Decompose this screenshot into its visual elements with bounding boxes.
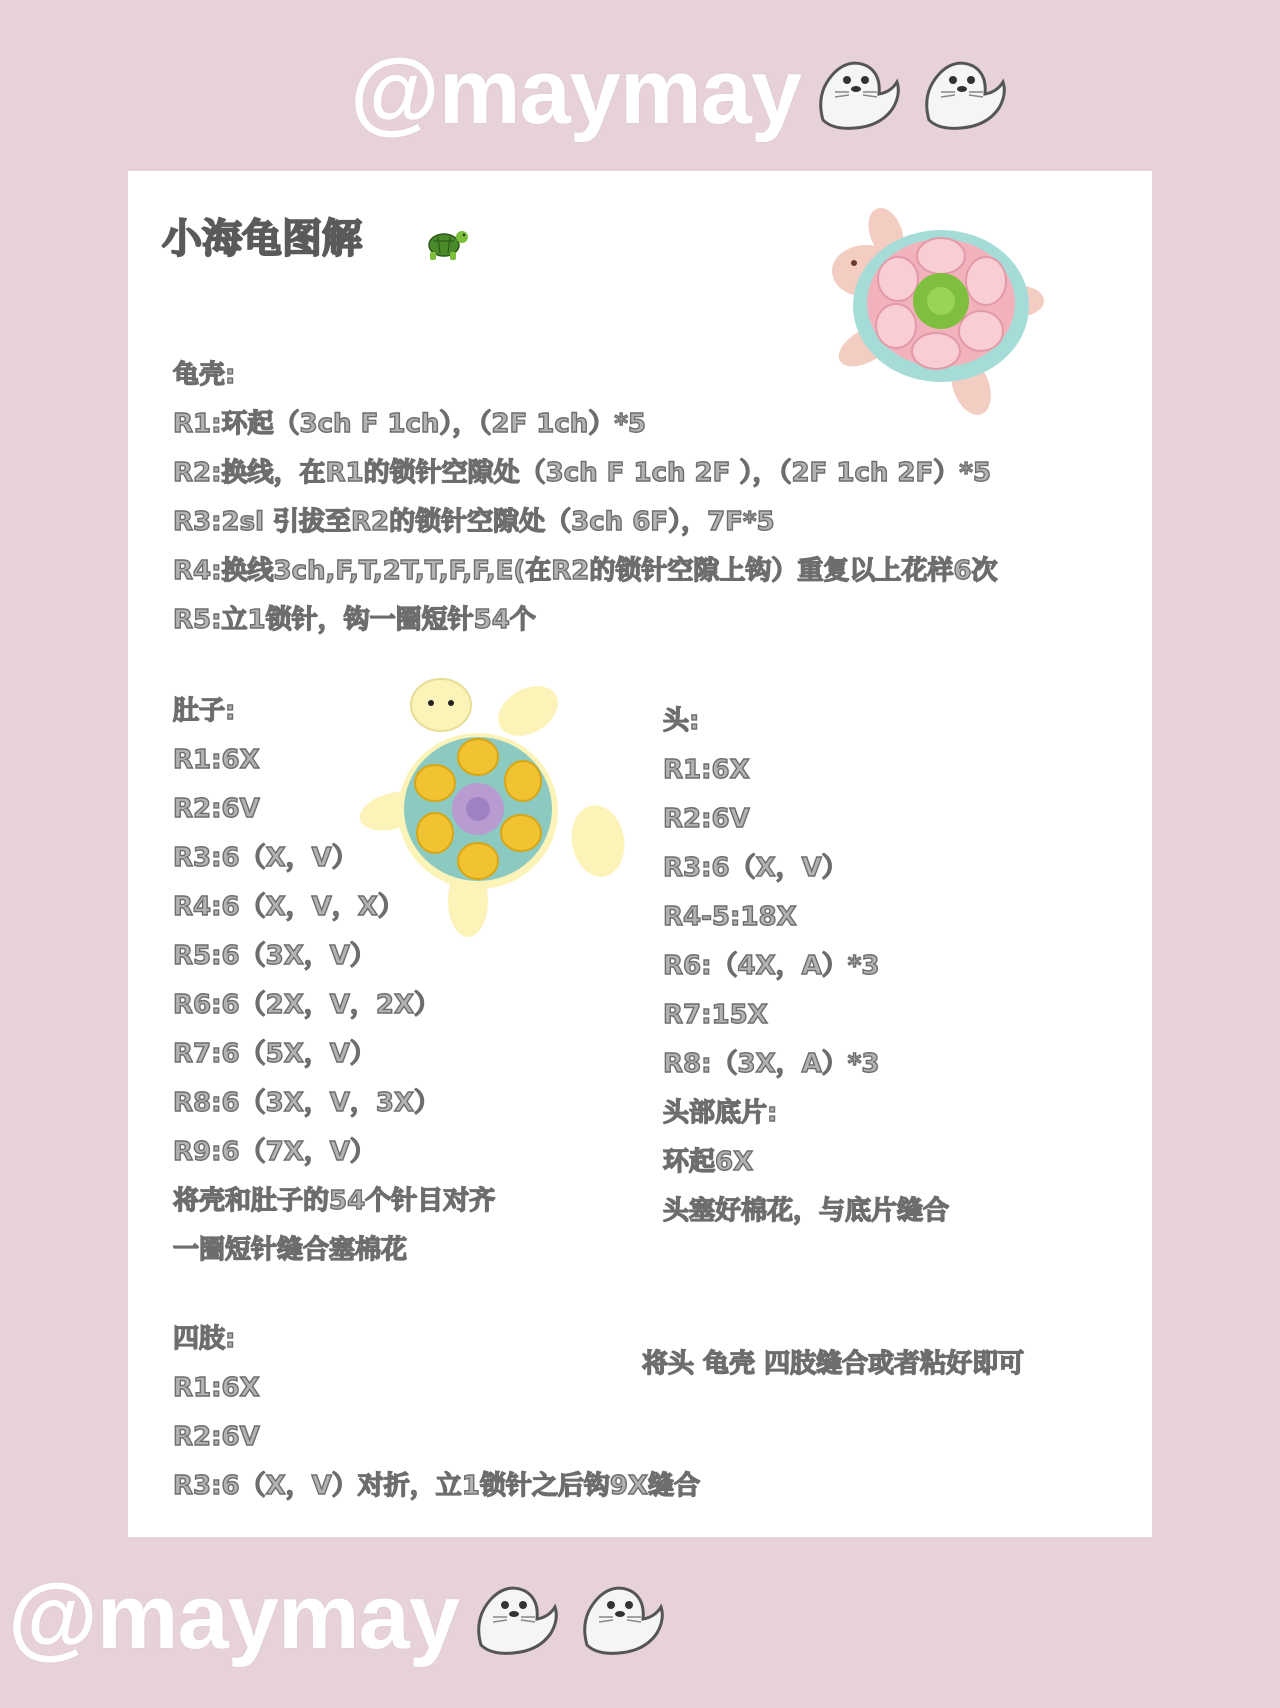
head-row: R6:（4X，A）*3	[663, 951, 880, 981]
belly-heading: 肚子:	[173, 696, 236, 726]
watermark-bottom	[8, 1567, 671, 1667]
limbs-row: R2:6V	[173, 1422, 260, 1452]
seal-icon	[803, 42, 907, 142]
head-row: R1:6X	[663, 755, 750, 785]
belly-row: R1:6X	[173, 745, 260, 775]
belly-row: R6:6（2X，V，2X）	[173, 990, 440, 1020]
shell-row: R3:2sl 引拔至R2的锁针空隙处（3ch 6F），7F*5	[173, 507, 775, 537]
limbs-heading: 四肢:	[173, 1324, 236, 1354]
watermark-top	[350, 42, 1013, 142]
head-heading: 头:	[663, 706, 700, 736]
shell-heading: 龟壳:	[173, 360, 236, 390]
shell-row: R2:换线，在R1的锁针空隙处（3ch F 1ch 2F ），（2F 1ch 2F）*5	[173, 458, 991, 488]
limbs-row: R3:6（X，V）对折，立1锁针之后钩9X缝合	[173, 1471, 700, 1501]
head-row: R3:6（X，V）	[663, 853, 848, 883]
belly-row: R7:6（5X，V）	[173, 1039, 376, 1069]
head-row: R4-5:18X	[663, 902, 797, 932]
watermark-text: @maymay	[350, 41, 801, 143]
shell-row: R5:立1锁针，钩一圈短针54个	[173, 605, 536, 635]
head-row: 头部底片:	[663, 1098, 778, 1128]
belly-row: R5:6（3X，V）	[173, 941, 376, 971]
belly-row: R3:6（X，V）	[173, 843, 358, 873]
shell-row: R1:环起（3ch F 1ch），（2F 1ch）*5	[173, 409, 647, 439]
pink-turtle-photo	[796, 201, 1046, 421]
seal-icon	[567, 1567, 671, 1667]
belly-row: R8:6（3X，V，3X）	[173, 1088, 440, 1118]
watermark-text: @maymay	[8, 1566, 459, 1668]
belly-row: 将壳和肚子的54个针目对齐	[173, 1186, 496, 1216]
turtle-icon	[420, 219, 470, 265]
head-row: 环起6X	[663, 1147, 754, 1177]
seal-icon	[461, 1567, 565, 1667]
head-row: R2:6V	[663, 804, 750, 834]
final-note: 将头 龟壳 四肢缝合或者粘好即可	[642, 1349, 1025, 1379]
belly-row: 一圈短针缝合塞棉花	[173, 1235, 408, 1265]
head-row: R8:（3X，A）*3	[663, 1049, 880, 1079]
shell-row: R4:换线3ch,F,T,2T,T,F,F,E(在R2的锁针空隙上钩）重复以上花样6次	[173, 556, 998, 586]
belly-row: R2:6V	[173, 794, 260, 824]
belly-row: R9:6（7X，V）	[173, 1137, 376, 1167]
head-row: R7:15X	[663, 1000, 768, 1030]
head-row: 头塞好棉花，与底片缝合	[663, 1196, 950, 1226]
limbs-row: R1:6X	[173, 1373, 260, 1403]
seal-icon	[909, 42, 1013, 142]
pattern-card	[128, 171, 1152, 1537]
belly-row: R4:6（X，V，X）	[173, 892, 404, 922]
page-title: 小海龟图解	[162, 216, 362, 262]
